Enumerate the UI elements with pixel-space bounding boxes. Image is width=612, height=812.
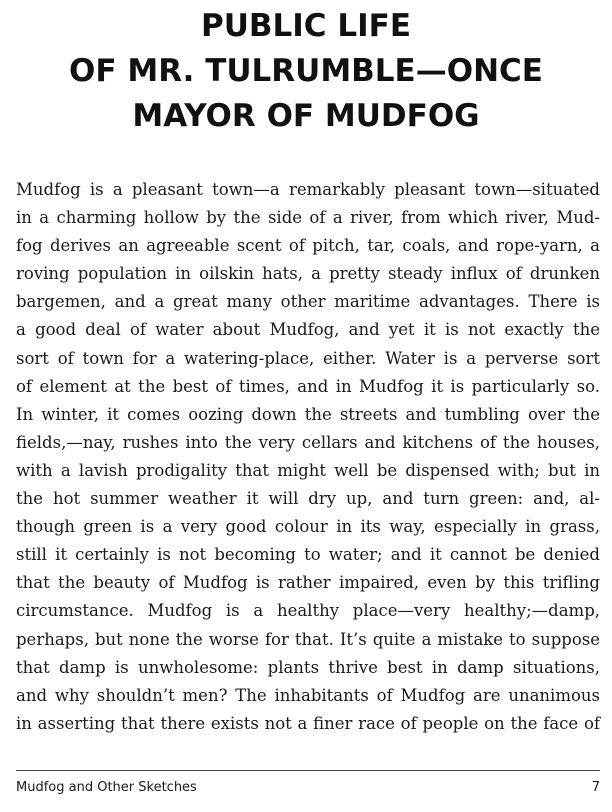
text-line: circumstance. Mudfog is a healthy place—very healthy;—damp,: [16, 601, 600, 621]
text-line: that damp is unwholesome: plants thrive best in damp situations,: [16, 657, 600, 677]
text-line: In winter, it comes oozing down the streets and tumbling over the: [16, 404, 600, 424]
text-line: fog derives an agreeable scent of pitch, tar, coals, and rope-yarn, a: [16, 236, 600, 256]
chapter-title: [0, 4, 612, 139]
text-line: bargemen, and a great many other maritime advantages. There is: [16, 292, 600, 312]
text-line: still it certainly is not becoming to water; and it cannot be denied: [16, 545, 600, 565]
chapter-title-line: MAYOR OF MUDFOG: [132, 98, 480, 134]
page-number: 7: [591, 780, 600, 795]
text-line: perhaps, but none the worse for that. It’s quite a mistake to suppose: [16, 629, 600, 649]
text-line: of element at the best of times, and in Mudfog it is particularly so.: [16, 376, 600, 396]
chapter-title-line: OF MR. TULRUMBLE—ONCE: [69, 53, 543, 89]
chapter-title-line: PUBLIC LIFE: [201, 8, 411, 44]
text-line: and why shouldn’t men? The inhabitants of Mudfog are unanimous: [16, 685, 600, 705]
text-line: in a charming hollow by the side of a river, from which river, Mud-: [16, 208, 600, 228]
text-line: Mudfog is a pleasant town—a remarkably pleasant town—situated: [16, 180, 600, 199]
text-line: sort of town for a watering-place, either. Water is a perverse sort: [16, 348, 600, 368]
footer-divider: [16, 770, 600, 771]
running-footer-title: Mudfog and Other Sketches: [16, 780, 197, 795]
text-line: with a lavish prodigality that might well be dispensed with; but in: [16, 460, 600, 480]
text-line: that the beauty of Mudfog is rather impaired, even by this trifling: [16, 573, 600, 593]
text-line: a good deal of water about Mudfog, and yet it is not exactly the: [16, 320, 600, 340]
body-paragraph: [16, 176, 600, 738]
text-line: fields,—nay, rushes into the very cellars and kitchens of the houses,: [16, 432, 600, 452]
text-line: roving population in oilskin hats, a pretty steady influx of drunken: [16, 264, 600, 284]
text-line: though green is a very good colour in its way, especially in grass,: [16, 517, 600, 537]
text-line: the hot summer weather it will dry up, and turn green: and, al-: [16, 489, 600, 509]
text-line: in asserting that there exists not a finer race of people on the face of: [16, 713, 600, 733]
